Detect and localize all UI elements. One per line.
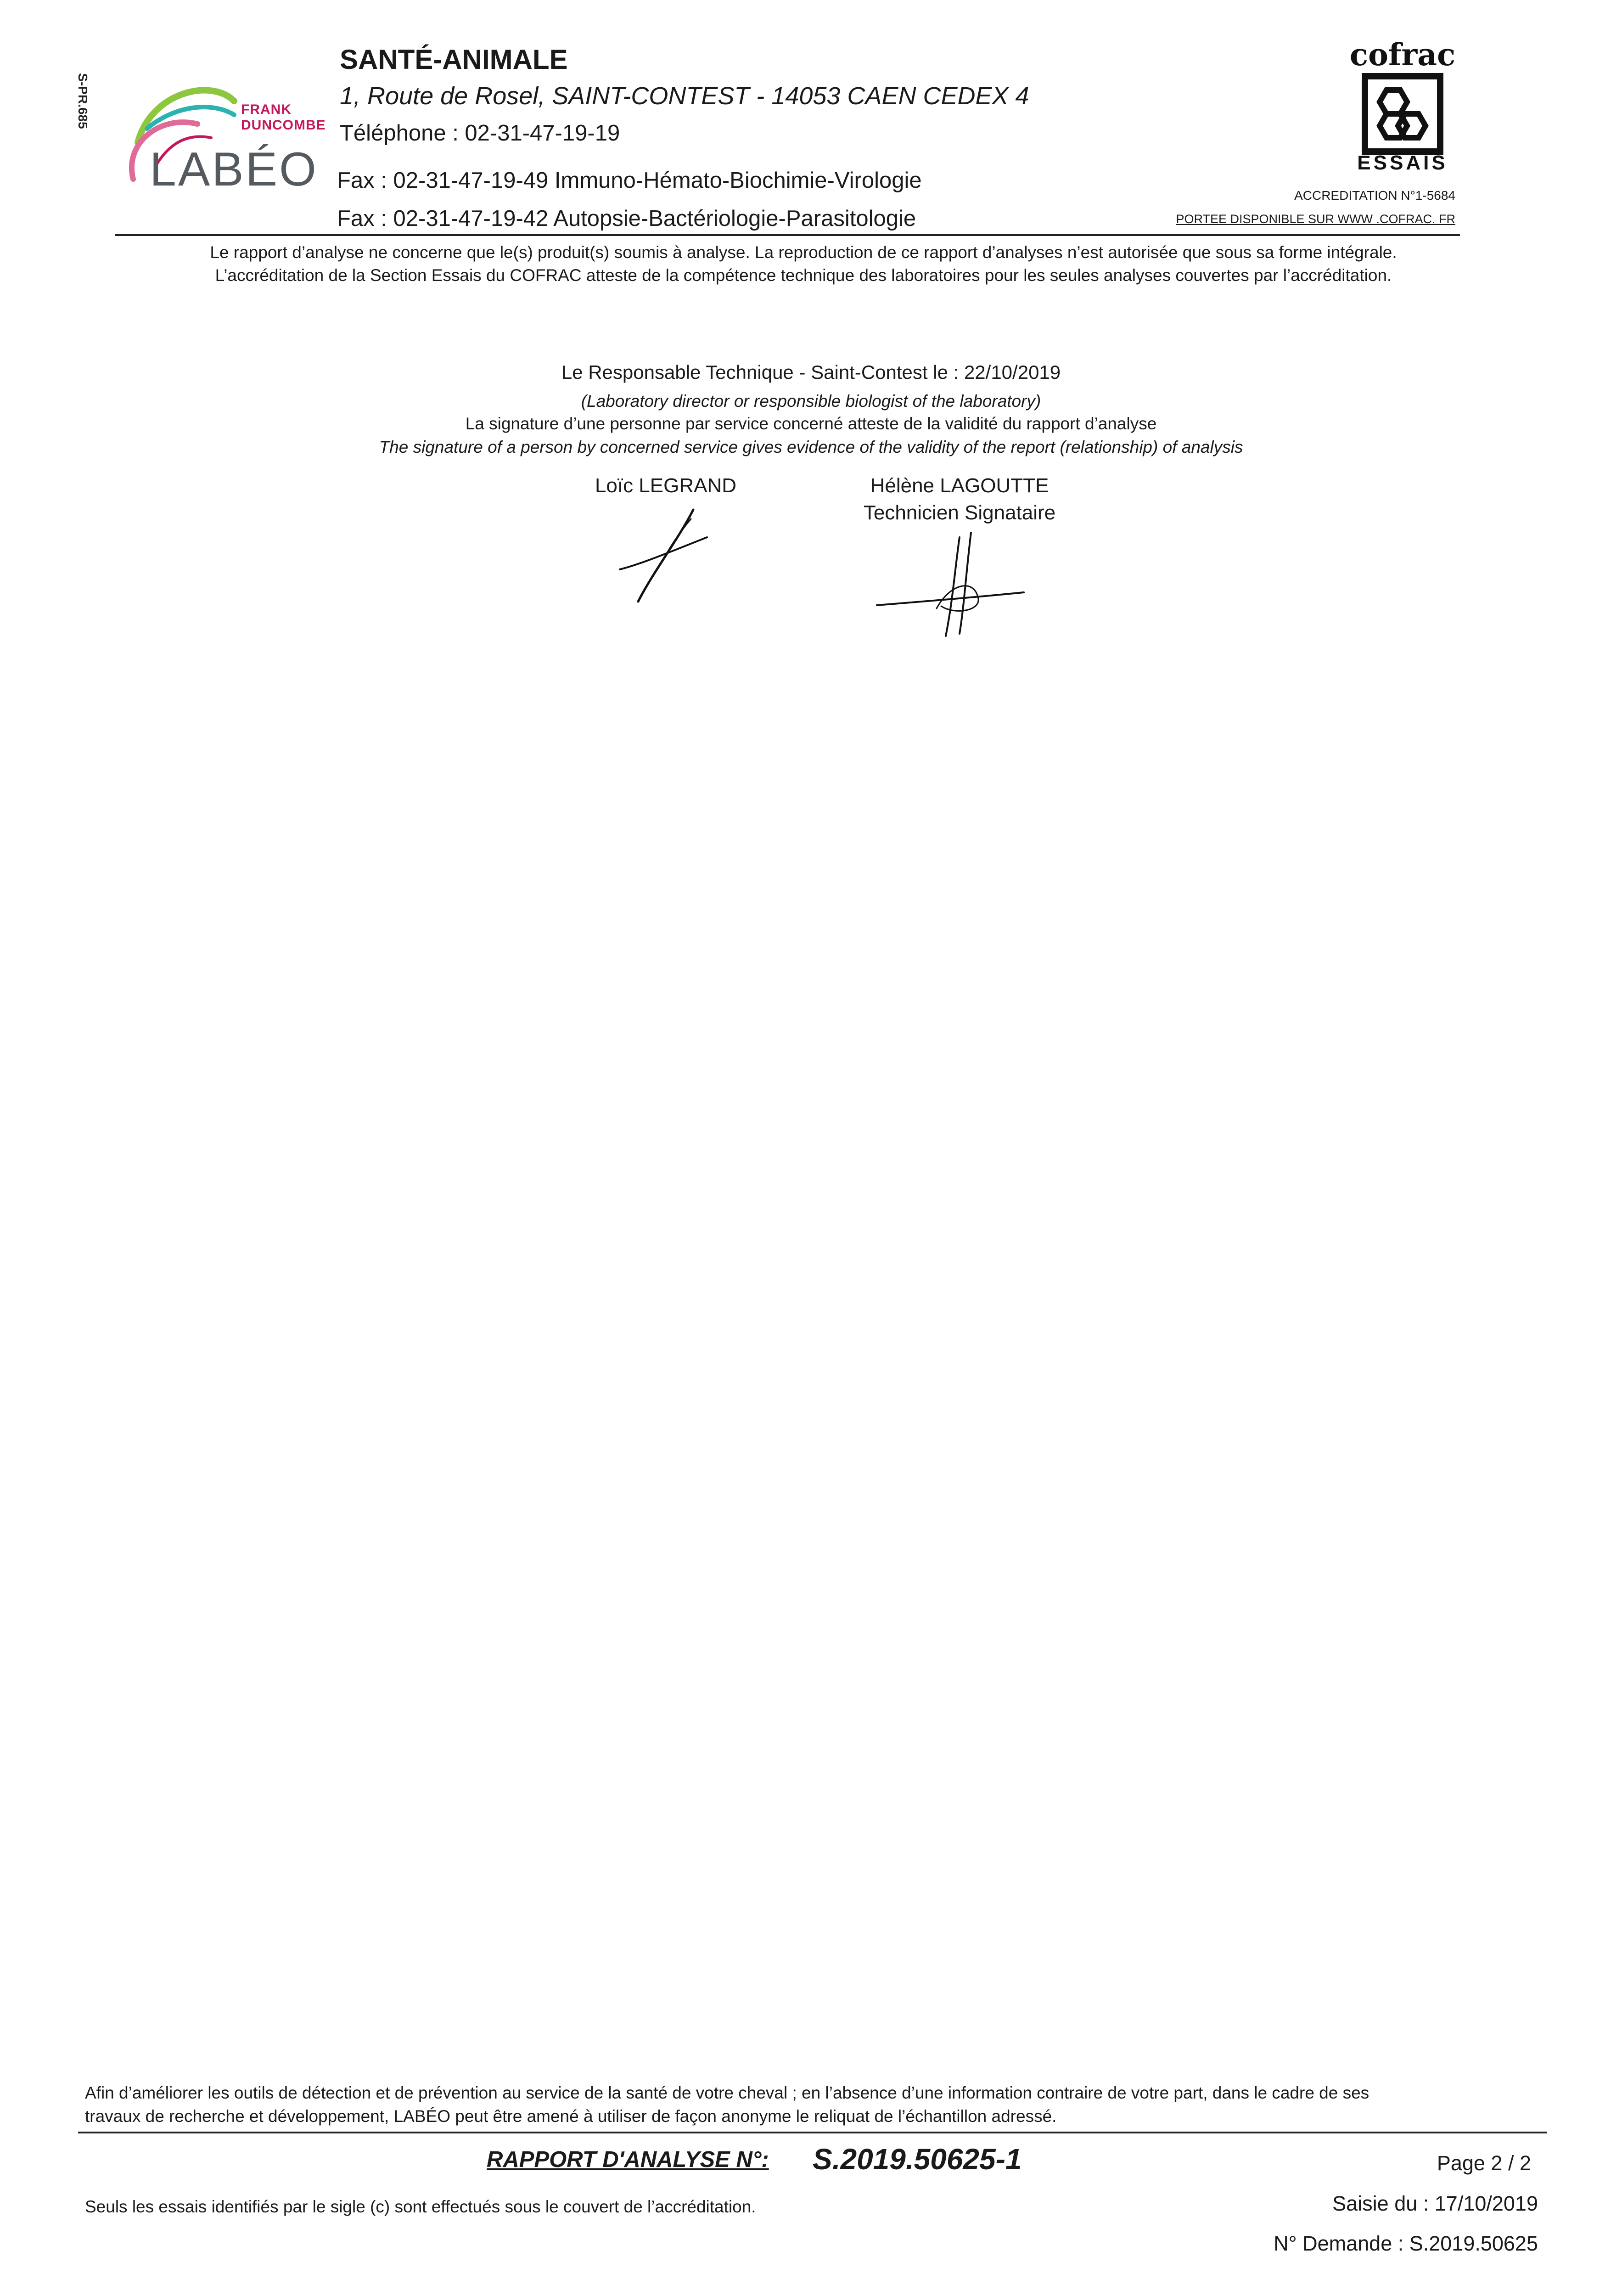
signer-2-name: Hélène LAGOUTTE [870,474,1049,497]
signature-2-scribble [868,528,1051,638]
accreditation-footnote: Seuls les essais identifiés par le sigle (c) sont effectués sous le couvert de l’accréditation. [85,2197,756,2216]
lab-phone: Téléphone : 02-31-47-19-19 [340,121,620,146]
signature-statement-fr: La signature d’une personne par service concerné atteste de la validité du rapport d’analyse [465,414,1157,433]
lab-fax-2: Fax : 02-31-47-19-42 Autopsie-Bactériologie-Parasitologie [337,206,916,231]
lab-fax-1: Fax : 02-31-47-19-49 Immuno-Hémato-Biochimie-Virologie [337,168,922,193]
cofrac-hexagon-icon [1347,73,1458,155]
cofrac-logo [1347,37,1458,177]
report-number: S.2019.50625-1 [813,2143,1022,2176]
signature-date-line: Le Responsable Technique - Saint-Contest le : 22/10/2019 [561,361,1061,383]
signature-1-scribble [611,501,721,611]
entry-date: Saisie du : 17/10/2019 [1332,2192,1538,2215]
footer-note-line-2: travaux de recherche et développement, LABÉO peut être amené à utiliser de façon anonyme le reliquat de l’échantillon adressé. [85,2107,1057,2126]
footer-research-note [85,2081,1554,2128]
lab-address: 1, Route de Rosel, SAINT-CONTEST - 14053 CAEN CEDEX 4 [340,82,1029,110]
logo-subtitle-line1: FRANK [241,102,292,117]
cofrac-wordmark: cofrac [1349,37,1456,73]
document-code-text: S-PR.685 [76,73,90,129]
signer-1-name: Loïc LEGRAND [595,474,737,497]
disclaimer-line-1: Le rapport d’analyse ne concerne que le(s) produit(s) soumis à analyse. La reproduction de ce rapport d’analyses n’est autorisée que sous sa forme intégrale. [210,243,1397,262]
signature-statement-en: The signature of a person by concerned service gives evidence of the validity of the report (relationship) of analysis [379,438,1243,456]
document-code [69,55,96,147]
footer-note-line-1: Afin d’améliorer les outils de détection et de prévention au service de la santé de votre cheval ; en l’absence d’une information contraire de votre part, dans le cadre de ses [85,2083,1369,2102]
request-number: N° Demande : S.2019.50625 [1274,2232,1538,2255]
signer-2-role: Technicien Signataire [863,501,1056,524]
disclaimer-line-2: L’accréditation de la Section Essais du COFRAC atteste de la compétence technique des laboratoires pour les seules analyses couvertes par l’accréditation. [215,266,1392,285]
signature-director-note: (Laboratory director or responsible biologist of the laboratory) [581,392,1041,411]
report-disclaimer [115,241,1492,287]
lab-title: SANTÉ-ANIMALE [340,44,568,75]
logo-subtitle [241,102,326,133]
labeo-logo [119,73,331,196]
page-number: Page 2 / 2 [1437,2151,1531,2175]
cofrac-link[interactable]: PORTEE DISPONIBLE SUR WWW .COFRAC. FR [1176,212,1455,226]
report-number-label: RAPPORT D'ANALYSE N°: [487,2147,769,2172]
logo-wordmark: LABÉO [150,143,318,196]
accreditation-number: ACCREDITATION N°1-5684 [1294,188,1455,203]
logo-subtitle-line2: DUNCOMBE [241,118,326,133]
header-divider [115,234,1460,236]
cofrac-essais: ESSAIS [1357,152,1448,174]
footer-divider [78,2132,1547,2133]
